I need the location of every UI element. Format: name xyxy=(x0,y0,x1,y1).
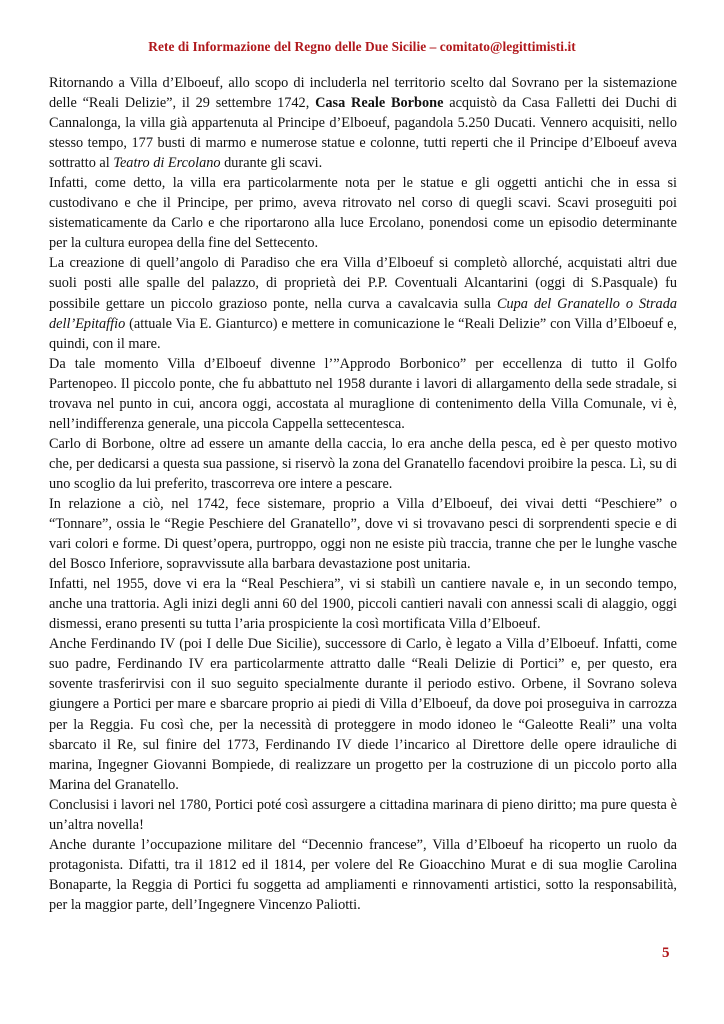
article-body xyxy=(49,73,677,915)
page-number: 5 xyxy=(662,945,670,961)
paragraph-1-italic: Teatro di Ercolano xyxy=(113,155,221,172)
paragraph-4: Da tale momento Villa d’Elboeuf divenne l’”Approdo Borbonico” per eccellenza di tutto il Golfo Partenopeo. Il piccolo ponte, che fu abbattuto nel 1958 durante i lavori di allargamento della sede stradale, si trovava nel punto in cui, ancora oggi, accostata al muraglione di contenimento della Villa Comunale, vi è, nell’indifferenza generale, una piccola Cappella settecentesca. xyxy=(49,355,677,432)
paragraph-1-text-c: durante gli scavi. xyxy=(220,155,323,172)
paragraph-3-italic: Cupa del Granatello o Strada dell’Epitaffio xyxy=(49,295,677,332)
paragraph-1-bold: Casa Reale Borbone xyxy=(315,95,444,112)
paragraph-6: In relazione a ciò, nel 1742, fece sistemare, proprio a Villa d’Elboeuf, dei vivai detti “Peschiere” o “Tonnare”, ossia le “Regie Peschiere del Granatello”, dove vi si trovavano pesci di sorprendenti specie e di vari colori e forme. Di quest’opera, purtroppo, oggi non ne esiste più traccia, tranne che per le lunghe vasche del Bosco Inferiore, sopravvissute alla barbara devastazione post unitaria. xyxy=(49,495,677,573)
page-header: Rete di Informazione del Regno delle Due Sicilie – comitato@legittimisti.it xyxy=(148,39,576,54)
paragraph-10: Anche durante l’occupazione militare del “Decennio francese”, Villa d’Elboeuf ha ricoperto un ruolo da protagonista. Difatti, tra il 1812 ed il 1814, per volere del Re Gioacchino Murat e di sua moglie Carolina Bonaparte, la Reggia di Portici fu soggetta ad ampliamenti e rinnovamenti artistici, sotto la responsabilità, per la maggior parte, dell’Ingegnere Vincenzo Paliotti. xyxy=(49,836,677,913)
paragraph-1-text-b: acquistò da Casa Falletti dei Duchi di Cannalonga, la villa già appartenuta al Principe d’Elboeuf, pagandola 5.250 Ducati. Vennero acquisiti, nello stesso tempo, 177 busti di marmo e numerose statue e colonne, tutti reperti che il Principe d’Elboeuf aveva sottratto al xyxy=(49,95,677,172)
paragraph-8: Anche Ferdinando IV (poi I delle Due Sicilie), successore di Carlo, è legato a Villa d’Elboeuf. Infatti, come suo padre, Ferdinando IV era particolarmente attratto dalle “Reali Delizie di Portici” e, per questo, era sovente trasferirvisi con il suo seguito specialmente durante il periodo estivo. Orbene, il Sovrano soleva giungere a Portici per mare e sbarcare proprio ai piedi di Villa d’Elboeuf, da dove poi proseguiva in carrozza per la Reggia. Fu così che, per la necessità di proteggere in modo idoneo le “Galeotte Reali” una volta sbarcato il Re, sul finire del 1773, Ferdinando IV diede l’incarico al Direttore delle opere idrauliche di marina, Ingegner Giovanni Bompiede, di realizzare un progetto per la costruzione di un piccolo porto alla Marina del Granatello. xyxy=(49,636,677,793)
paragraph-3 xyxy=(49,253,677,353)
paragraph-7: Infatti, nel 1955, dove vi era la “Real Peschiera”, vi si stabilì un cantiere navale e, in un secondo tempo, anche una trattoria. Agli inizi degli anni 60 del 1900, piccoli cantieri navali con annessi scali di alaggio, oggi dismessi, erano presenti su tutta l’aria prospiciente la così mortificata Villa d’Elboeuf. xyxy=(49,576,677,633)
paragraph-1-text-a: Ritornando a Villa d’Elboeuf, allo scopo di includerla nel territorio scelto dal Sovrano per la sistemazione delle “Reali Delizie”, il 29 settembre 1742, xyxy=(49,75,677,112)
paragraph-9: Conclusisi i lavori nel 1780, Portici poté così assurgere a cittadina marinara di pieno diritto; ma pure questa è un’altra novella! xyxy=(49,796,677,833)
paragraph-3-text-b: (attuale Via E. Gianturco) e mettere in comunicazione le “Reali Delizie” con Villa d’Elboeuf e, quindi, con il mare. xyxy=(49,315,677,352)
paragraph-1 xyxy=(49,73,677,173)
paragraph-3-text-a: La creazione di quell’angolo di Paradiso che era Villa d’Elboeuf si completò allorché, acquistati altri due suoli posti alle spalle del palazzo, di proprietà dei P.P. Coventuali Alcantarini (oggi di S.Pasquale) fu possibile gettare un piccolo grazioso ponte, nella curva a cavalcavia sulla xyxy=(49,255,677,312)
paragraph-2: Infatti, come detto, la villa era particolarmente nota per le statue e gli oggetti antichi che in essa si custodivano e che il Principe, per primo, aveva ritrovato nel corso di quegli scavi. Scavi proseguiti poi sistematicamente da Carlo e che riportarono alla luce Ercolano, ponendosi come un episodio determinante per la cultura europea della fine del Settecento. xyxy=(49,175,677,252)
paragraph-5: Carlo di Borbone, oltre ad essere un amante della caccia, lo era anche della pesca, ed è per questo motivo che, per dedicarsi a questa sua passione, si riservò la zona del Granatello facendovi proibire la pesca. Lì, su di uno scoglio da lui preferito, trascorreva ore intere a pescare. xyxy=(49,435,677,492)
